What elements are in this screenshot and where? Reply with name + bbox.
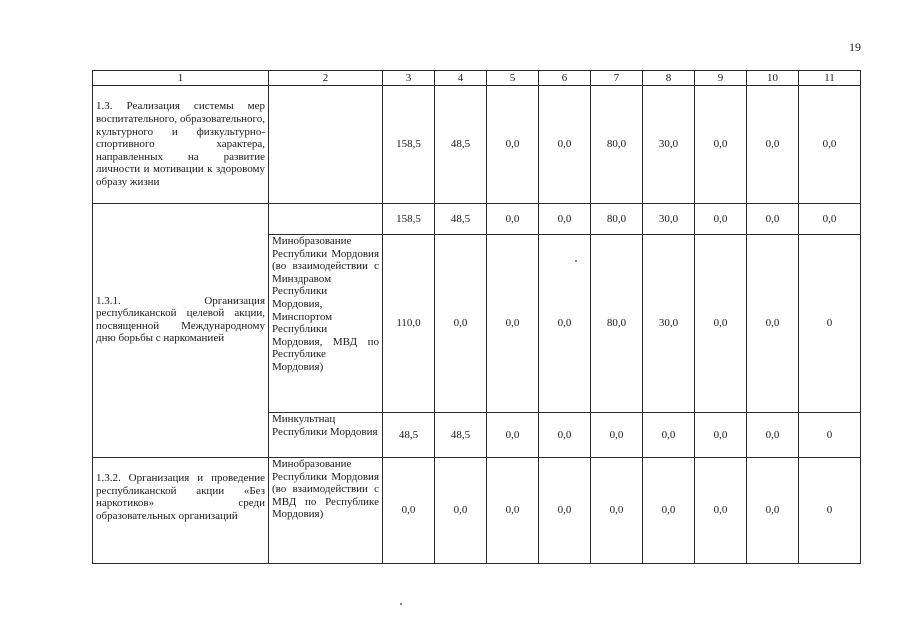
value-cell: 0,0 [747, 413, 799, 458]
table-row [93, 86, 861, 204]
page-number: 19 [849, 40, 861, 54]
executor-cell: Минобразование Республики Мордовия (во взаимодействии с МВД по Республике Мордовия) [269, 458, 383, 564]
value-cell: 0,0 [695, 413, 747, 458]
value-cell: 0,0 [643, 413, 695, 458]
value-cell: 48,5 [435, 204, 487, 235]
header-row [93, 71, 861, 86]
value-cell: 80,0 [591, 86, 643, 204]
value-cell: 0,0 [591, 458, 643, 564]
scan-speck [400, 603, 402, 605]
column-header: 10 [747, 71, 799, 86]
value-cell: 0,0 [487, 413, 539, 458]
value-cell: 0,0 [799, 204, 861, 235]
table-row [93, 204, 861, 235]
value-cell: 0,0 [435, 235, 487, 413]
scan-speck [575, 260, 577, 262]
column-header: 4 [435, 71, 487, 86]
value-cell: 30,0 [643, 235, 695, 413]
value-cell: 0,0 [487, 235, 539, 413]
value-cell: 0,0 [383, 458, 435, 564]
column-header: 8 [643, 71, 695, 86]
value-cell: 0,0 [539, 86, 591, 204]
column-header: 3 [383, 71, 435, 86]
value-cell: 158,5 [383, 86, 435, 204]
value-cell: 158,5 [383, 204, 435, 235]
value-cell: 0,0 [695, 235, 747, 413]
column-header: 11 [799, 71, 861, 86]
executor-cell: Минобразование Республики Мордовия (во взаимодействии с Минздравом Республики Мордовия, Минспортом Республики Мордовия, МВД по Республике Мордовия) [269, 235, 383, 413]
blank-cell [93, 204, 269, 235]
measure-name: 1.3. Реализация системы мер воспитательного, образовательного, культурного и физкультурно-спортивного характера, направленных на развитие личности и мотивации к здоровому образу жизни [93, 86, 269, 204]
value-cell: 0 [799, 413, 861, 458]
value-cell: 48,5 [435, 86, 487, 204]
value-cell: 30,0 [643, 204, 695, 235]
value-cell: 0,0 [591, 413, 643, 458]
executor-cell [269, 86, 383, 204]
table-row [93, 458, 861, 564]
value-cell: 0,0 [539, 204, 591, 235]
value-cell: 0,0 [695, 86, 747, 204]
column-header: 5 [487, 71, 539, 86]
column-header: 9 [695, 71, 747, 86]
value-cell: 0,0 [747, 204, 799, 235]
value-cell: 80,0 [591, 235, 643, 413]
value-cell: 80,0 [591, 204, 643, 235]
value-cell: 0,0 [695, 204, 747, 235]
value-cell: 110,0 [383, 235, 435, 413]
value-cell: 30,0 [643, 86, 695, 204]
table-row [93, 235, 861, 413]
value-cell: 0 [799, 458, 861, 564]
value-cell: 0,0 [747, 86, 799, 204]
budget-table [92, 70, 861, 564]
column-header: 7 [591, 71, 643, 86]
value-cell: 0,0 [539, 458, 591, 564]
column-header: 2 [269, 71, 383, 86]
value-cell: 0,0 [487, 204, 539, 235]
value-cell: 0,0 [539, 235, 591, 413]
value-cell: 0,0 [747, 458, 799, 564]
value-cell: 0,0 [487, 458, 539, 564]
value-cell: 0,0 [695, 458, 747, 564]
value-cell: 0 [799, 235, 861, 413]
column-header: 1 [93, 71, 269, 86]
value-cell: 0,0 [539, 413, 591, 458]
measure-name: 1.3.2. Организация и проведение республиканской акции «Без наркотиков» среди образовательных организаций [93, 458, 269, 564]
executor-cell: Минкультнац Республики Мордовия [269, 413, 383, 458]
value-cell: 0,0 [435, 458, 487, 564]
value-cell: 0,0 [487, 86, 539, 204]
value-cell: 0,0 [799, 86, 861, 204]
column-header: 6 [539, 71, 591, 86]
value-cell: 0,0 [747, 235, 799, 413]
value-cell: 48,5 [435, 413, 487, 458]
value-cell: 0,0 [643, 458, 695, 564]
value-cell: 48,5 [383, 413, 435, 458]
executor-cell [269, 204, 383, 235]
measure-name: 1.3.1. Организация республиканской целевой акции, посвященной Международному дню борьбы с наркоманией [93, 235, 269, 458]
